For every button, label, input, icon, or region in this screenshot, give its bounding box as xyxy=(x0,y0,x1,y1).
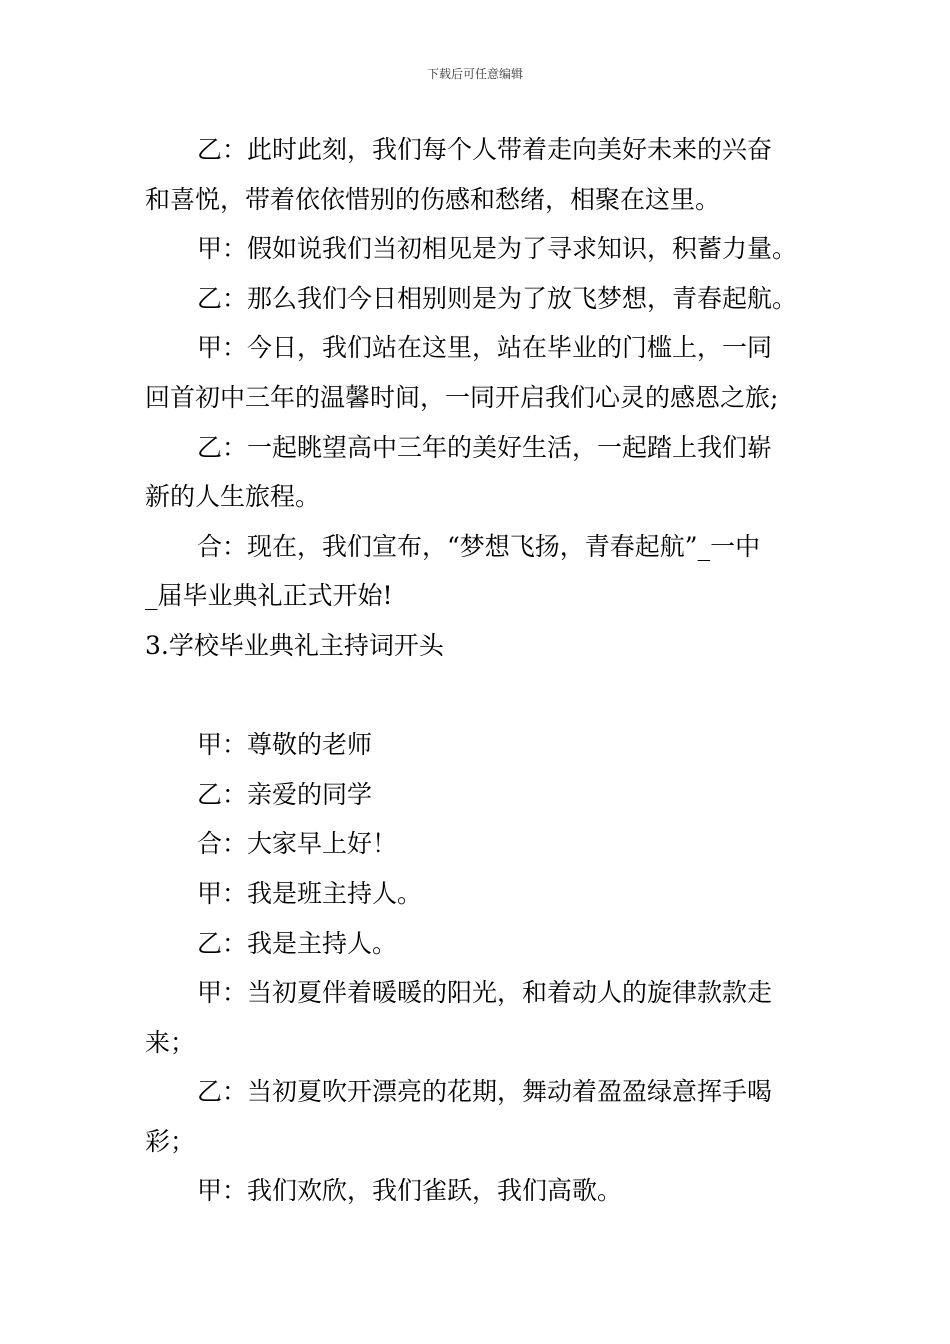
paragraph-line: 乙：一起眺望高中三年的美好生活，一起踏上我们崭 xyxy=(197,432,773,462)
paragraph-line: 乙：我是主持人。 xyxy=(197,928,398,958)
paragraph-line: 甲：当初夏伴着暖暖的阳光，和着动人的旋律款款走 xyxy=(197,978,773,1008)
paragraph-line: 回首初中三年的温馨时间，一同开启我们心灵的感恩之旅; xyxy=(145,382,779,412)
paragraph-line: 乙：亲爱的同学 xyxy=(197,779,373,809)
paragraph-line: 和喜悦，带着依依惜别的伤感和愁绪，相聚在这里。 xyxy=(145,184,721,214)
paragraph-line: 甲：假如说我们当初相见是为了寻求知识，积蓄力量。 xyxy=(197,234,798,264)
paragraph-line: 乙：此时此刻，我们每个人带着走向美好未来的兴奋 xyxy=(197,135,773,164)
paragraph-line: 来； xyxy=(145,1027,196,1057)
paragraph-line: 合：大家早上好！ xyxy=(197,829,398,859)
paragraph-line: 甲：我们欢欣，我们雀跃，我们高歌。 xyxy=(197,1176,623,1206)
paragraph-line: 彩； xyxy=(145,1126,196,1156)
section-heading: 3.学校毕业典礼主持词开头 xyxy=(145,630,444,660)
paragraph-line: 乙：那么我们今日相别则是为了放飞梦想，青春起航。 xyxy=(197,283,798,313)
blank-line xyxy=(145,671,807,721)
page-header: 下载后可任意编辑 xyxy=(426,67,523,81)
paragraph-line: _届毕业典礼正式开始! xyxy=(145,581,393,611)
paragraph-line: 甲：今日，我们站在这里，站在毕业的门槛上，一同 xyxy=(197,333,773,363)
paragraph-line: 合：现在，我们宣布，“梦想飞扬，青春起航”_一中 xyxy=(197,531,761,561)
paragraph-line: 甲：尊敬的老师 xyxy=(197,730,373,760)
paragraph-line: 新的人生旅程。 xyxy=(145,482,321,512)
document-body xyxy=(145,125,807,1216)
paragraph-line: 甲：我是班主持人。 xyxy=(197,878,423,908)
paragraph-line: 乙：当初夏吹开漂亮的花期，舞动着盈盈绿意挥手喝 xyxy=(197,1077,773,1107)
